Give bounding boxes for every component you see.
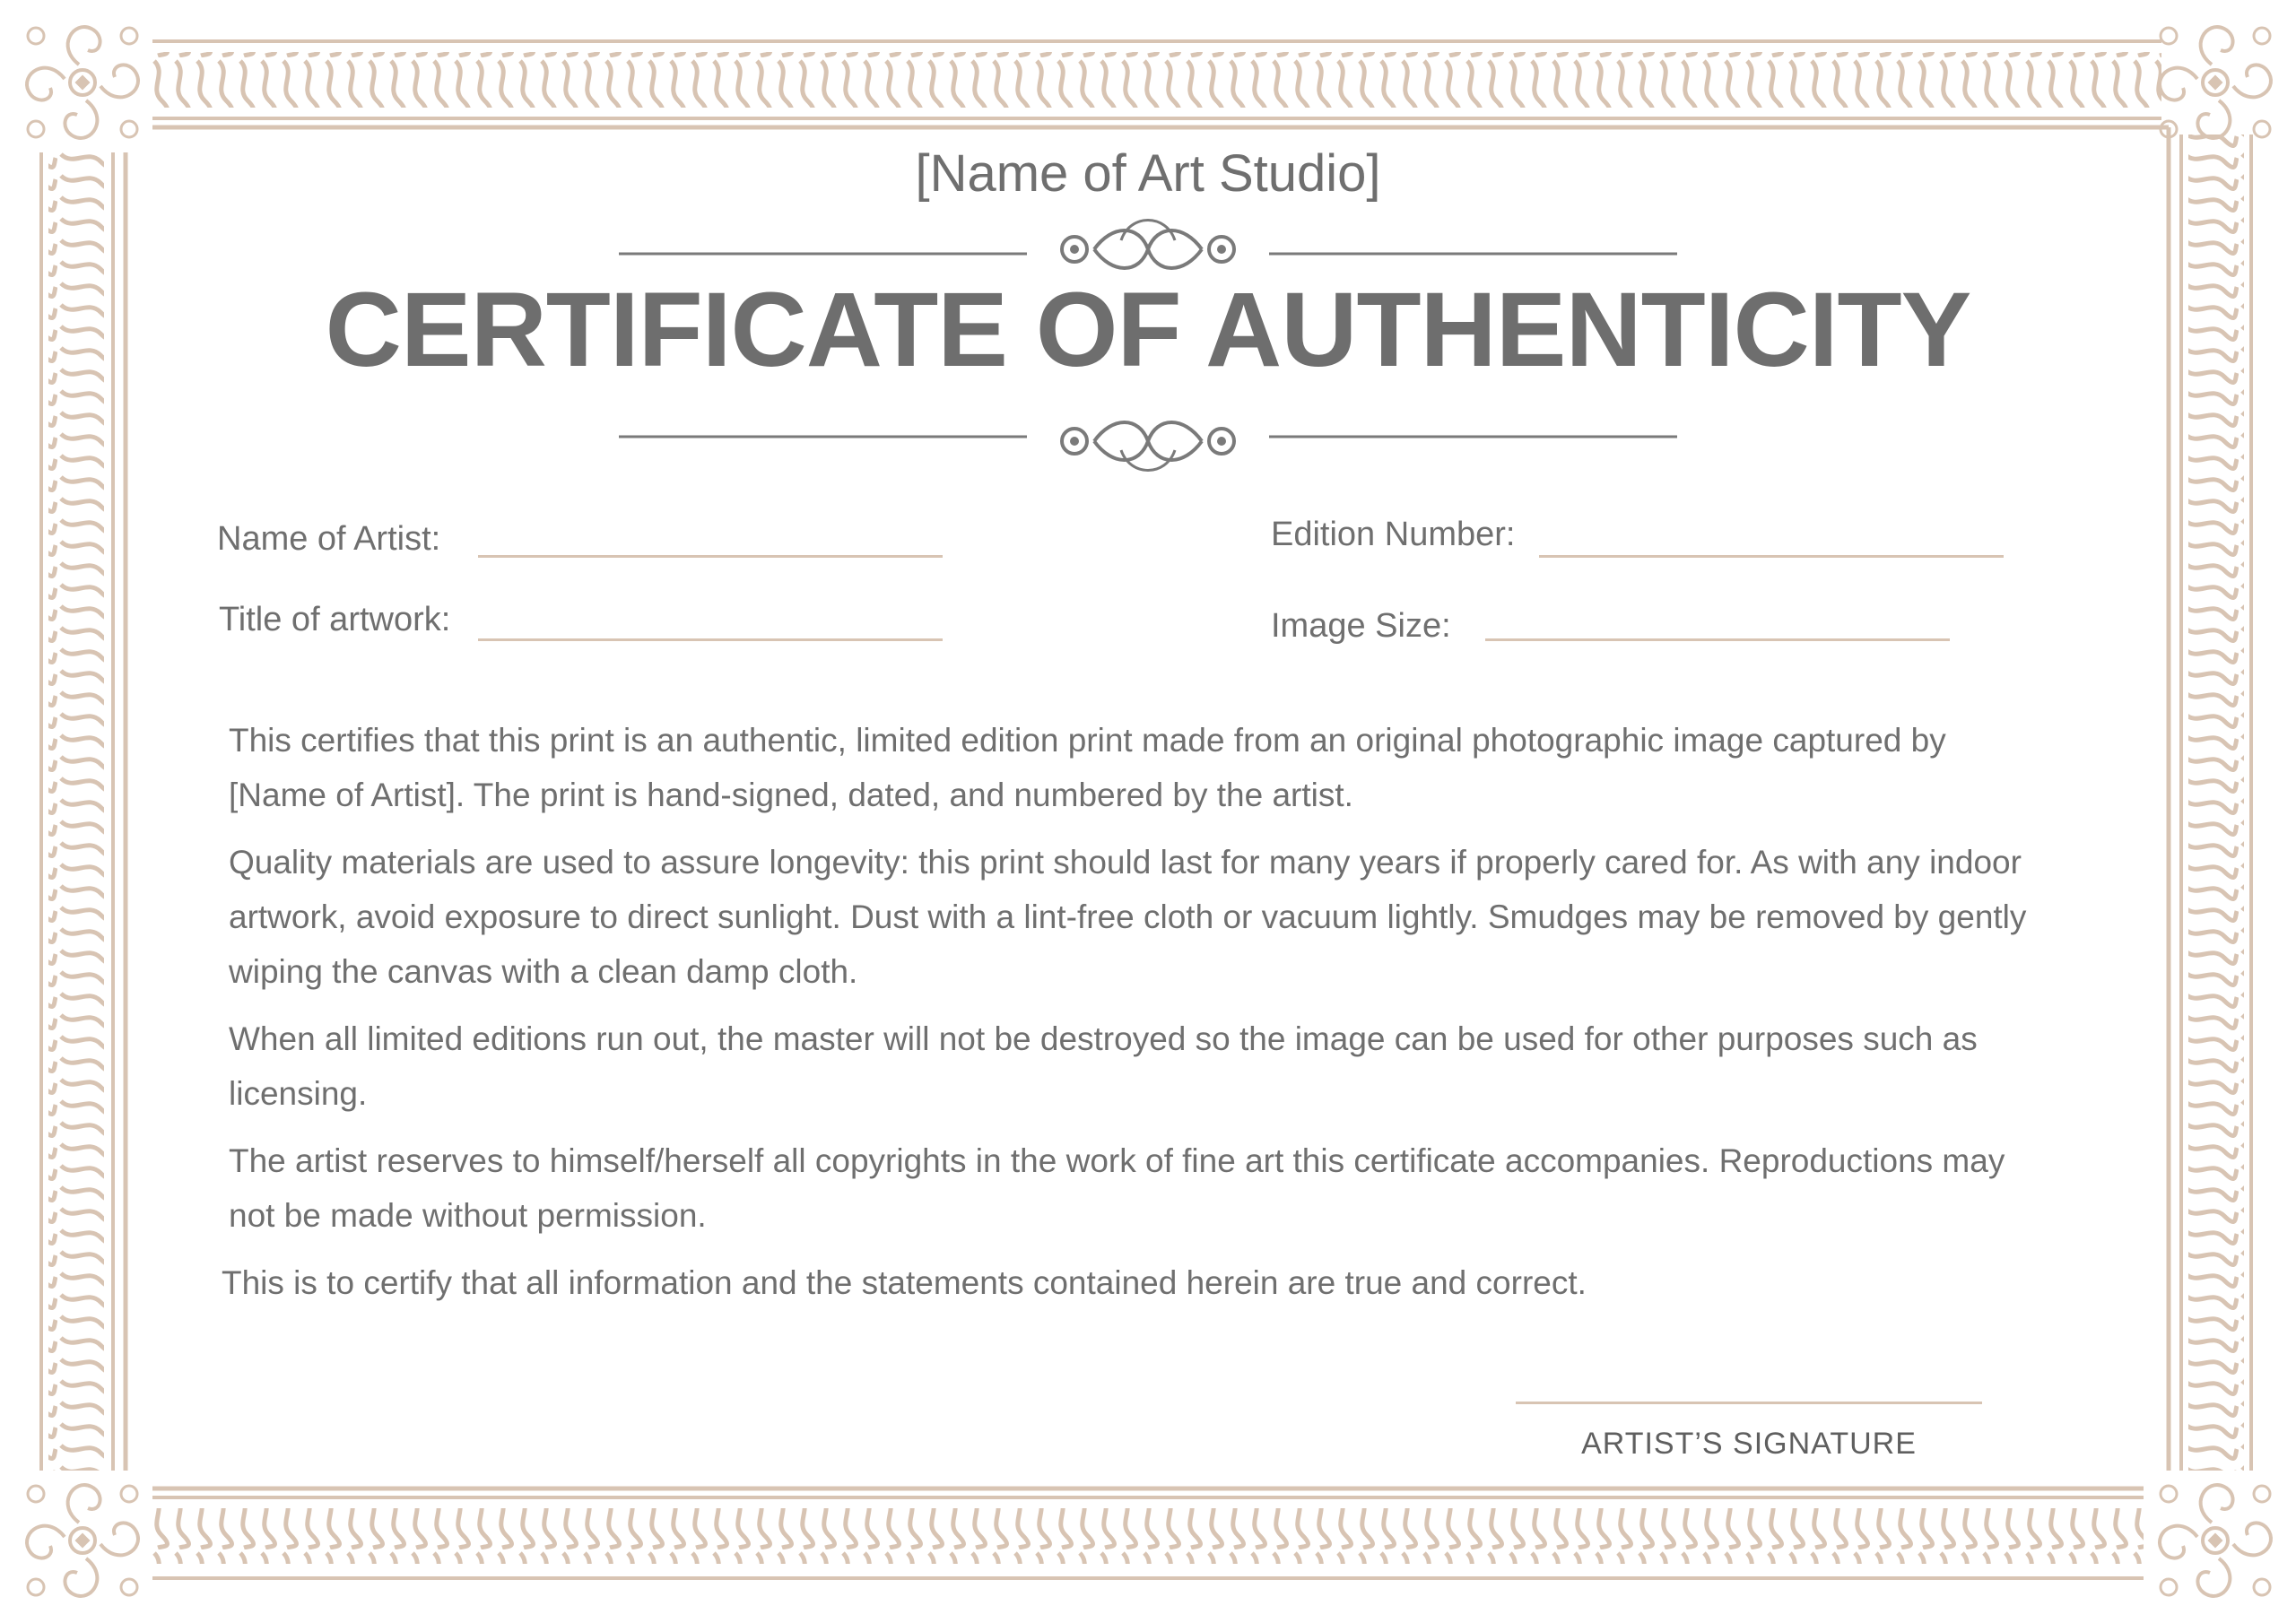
body-paragraph: Quality materials are used to assure longevity: this print should last for many years if properly cared for. As with any indoor artwork, avoid exposure to direct sunlight. Dust with a lint-free cloth or vacuum lightly. Smudges may be removed by gently wiping the canvas with a clean damp cloth. <box>229 844 2027 990</box>
signature-label: ARTIST’S SIGNATURE <box>1581 1427 1917 1461</box>
edition-number-field[interactable] <box>1539 555 2004 558</box>
signature-line[interactable] <box>1516 1402 1982 1404</box>
body-paragraph: When all limited editions run out, the master will not be destroyed so the image can be used for other purposes such as licensing. <box>229 1020 1978 1112</box>
body-paragraph: This is to certify that all information and the statements contained herein are true and correct. <box>222 1264 1587 1301</box>
studio-name: [Name of Art Studio] <box>915 144 1381 203</box>
flourish-icon <box>1062 422 1234 471</box>
corner-ornament-icon <box>2160 27 2271 138</box>
certificate-body <box>222 713 2031 1323</box>
artist-name-field[interactable] <box>478 555 943 558</box>
artwork-title-label: Title of artwork: <box>219 601 451 638</box>
certificate-title: CERTIFICATE OF AUTHENTICITY <box>325 271 1971 389</box>
corner-ornament-icon <box>2160 1485 2271 1596</box>
image-size-field[interactable] <box>1485 638 1950 641</box>
body-paragraph: The artist reserves to himself/herself all copyrights in the work of fine art this certificate accompanies. Reproductions may not be made without permission. <box>229 1142 2005 1234</box>
corner-ornament-icon <box>27 27 138 138</box>
artist-name-label: Name of Artist: <box>217 520 441 558</box>
artwork-title-field[interactable] <box>478 638 943 641</box>
image-size-label: Image Size: <box>1271 607 1451 645</box>
corner-ornament-icon <box>27 1485 138 1596</box>
flourish-icon <box>1062 221 1234 269</box>
body-paragraph: This certifies that this print is an authentic, limited edition print made from an original photographic image captured by [Name of Artist]. The print is hand-signed, dated, and numbered by the artist. <box>229 722 1946 813</box>
edition-number-label: Edition Number: <box>1271 516 1516 553</box>
